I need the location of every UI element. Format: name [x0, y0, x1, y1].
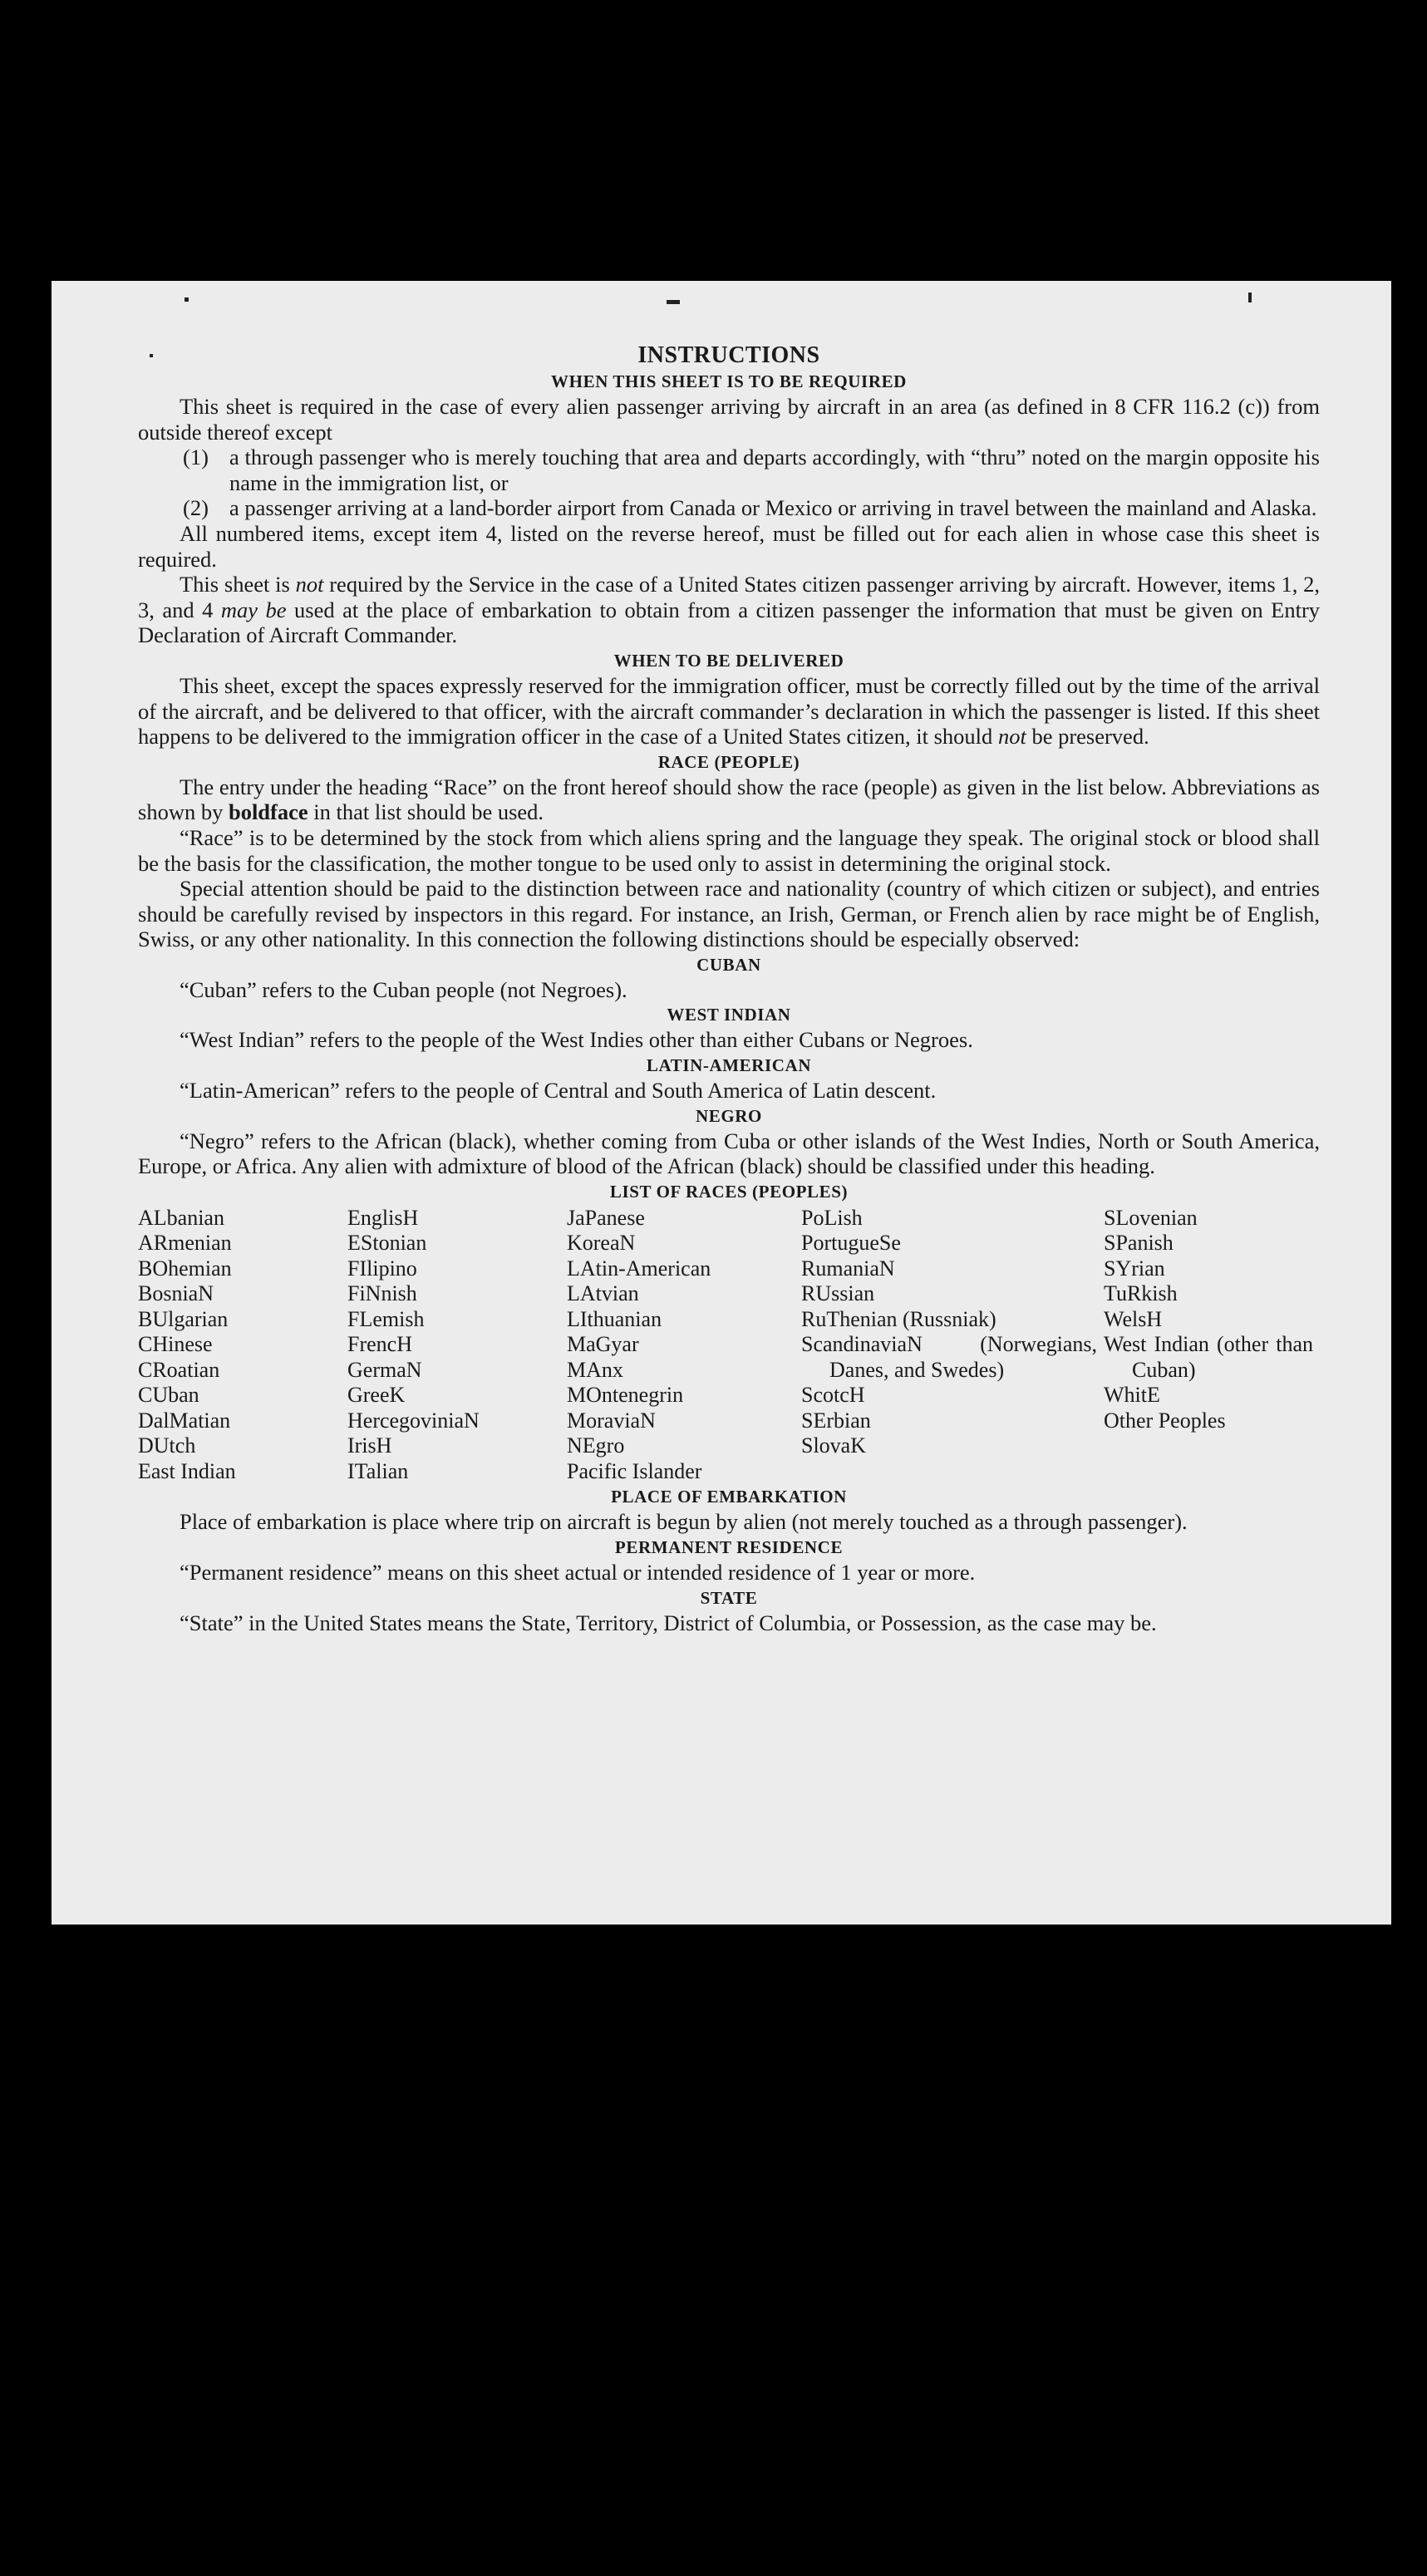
race-entry: NEgro [567, 1433, 625, 1458]
para-delivered [138, 673, 1320, 750]
text-run: The entry under the heading “Race” on the front hereof should show the race (people) as given in the list below. Abbreviations as shown by [138, 774, 1320, 825]
para-race-2: “Race” is to be determined by the stock from which aliens spring and the language they speak. The original stock or blood shall be the basis for the classification, the mother tongue to be used only to assist in determining the original stock. [138, 824, 1320, 876]
para-required-intro: This sheet is required in the case of every alien passenger arriving by aircraft in an area (as defined in 8 CFR 116.2 (c)) from outside thereof except [138, 394, 1320, 445]
races-column-3 [567, 1206, 801, 1485]
race-entry: SLovenian [1104, 1205, 1198, 1230]
exception-item [138, 495, 1320, 521]
para-negro: “Negro” refers to the African (black), whether coming from Cuba or other islands of the West Indies, North or South America, Europe, or Africa. Any alien with admixture of blood of the African (black) should be classified under this heading. [138, 1128, 1320, 1179]
bold-term: boldface [228, 799, 308, 825]
race-entry: KoreaN [567, 1231, 636, 1256]
race-entry: ScandinaviaN (Norwegians, Danes, and Swedes) [801, 1332, 1097, 1382]
scan-speck [1248, 293, 1252, 302]
para-state: “State” in the United States means the State, Territory, District of Columbia, or Possession, as the case may be. [180, 1610, 1157, 1635]
race-entry: PoLish [801, 1205, 863, 1230]
race-entry: MoraviaN [567, 1408, 656, 1433]
race-entry: WhitE [1104, 1383, 1160, 1408]
race-entry: ScotcH [801, 1383, 865, 1408]
race-entry: HercegoviniaN [347, 1408, 480, 1433]
heading-latin-american: LATIN-AMERICAN [646, 1055, 812, 1076]
heading-when-required: WHEN THIS SHEET IS TO BE REQUIRED [551, 371, 907, 391]
para-numbered-items: All numbered items, except item 4, listed on the reverse hereof, must be filled out for each alien in whose case this sheet is required. [138, 520, 1320, 572]
race-entry: EnglisH [347, 1205, 419, 1230]
races-column-1 [138, 1206, 347, 1485]
item-text: a through passenger who is merely touching that area and departs accordingly, with “thru” noted on the margin opposite his name in the immigration list, or [229, 445, 1320, 495]
race-entry: EStonian [347, 1231, 427, 1256]
race-entry: ITalian [347, 1458, 409, 1483]
race-entry: ALbanian [138, 1205, 224, 1230]
race-entry: FLemish [347, 1306, 425, 1331]
text-run: required by the Service in the case of a United States citizen passenger arriving by aircraft. However, items 1, 2, 3, and 4 [138, 572, 1320, 622]
para-citizen [138, 572, 1320, 648]
races-column-4 [801, 1206, 1104, 1485]
heading-embarkation: PLACE OF EMBARKATION [611, 1487, 847, 1507]
heading-residence: PERMANENT RESIDENCE [614, 1536, 844, 1557]
emphasis: may be [220, 597, 287, 622]
races-column-2 [347, 1206, 567, 1485]
race-entry: LAtin-American [567, 1256, 711, 1281]
heading-races-list: LIST OF RACES (PEOPLES) [609, 1181, 849, 1202]
race-entry: GermaN [347, 1357, 422, 1382]
scan-speck [185, 297, 189, 302]
race-entry: JaPanese [567, 1205, 645, 1230]
race-entry: FrencH [347, 1332, 412, 1357]
page-title: INSTRUCTIONS [637, 342, 820, 368]
race-entry: RumaniaN [801, 1256, 895, 1281]
race-entry: DalMatian [138, 1408, 231, 1433]
scan-speck [667, 300, 680, 304]
race-entry: SErbian [801, 1408, 871, 1433]
race-entry: LIthuanian [567, 1306, 662, 1331]
race-entry: West Indian (other than Cuban) [1104, 1332, 1313, 1382]
race-entry: MaGyar [567, 1332, 639, 1357]
race-entry: FIlipino [347, 1256, 417, 1281]
race-entry: RUssian [801, 1281, 875, 1306]
race-entry: MAnx [567, 1357, 623, 1382]
race-entry: BUlgarian [138, 1306, 229, 1331]
race-entry: MOntenegrin [567, 1383, 684, 1408]
emphasis: not [295, 572, 324, 597]
text-run: This sheet, except the spaces expressly reserved for the immigration officer, must be correctly filled out by the time of the arrival of the aircraft, and be delivered to that officer, with the aircraft commander’s declaration in which the passenger is listed. If this sheet happens to be delivered to the immigration officer in the case of a United States citizen, it should [138, 672, 1320, 750]
para-cuban: “Cuban” refers to the Cuban people (not Negroes). [180, 976, 627, 1002]
race-entry: East Indian [138, 1458, 236, 1483]
heading-negro: NEGRO [695, 1105, 762, 1126]
race-entry: IrisH [347, 1433, 392, 1458]
race-entry: ARmenian [138, 1231, 232, 1256]
exception-item [138, 445, 1320, 495]
heading-cuban: CUBAN [696, 954, 761, 975]
text-run: in that list should be used. [313, 799, 544, 825]
races-column-5 [1104, 1206, 1320, 1485]
race-entry: RuThenian (Russniak) [801, 1306, 996, 1331]
race-entry: Pacific Islander [567, 1458, 702, 1483]
para-west-indian: “West Indian” refers to the people of the West Indies other than either Cubans or Negroes. [180, 1027, 973, 1053]
race-entry: BosniaN [138, 1281, 214, 1306]
item-text: a passenger arriving at a land-border airport from Canada or Mexico or arriving in travel between the mainland and Alaska. [229, 495, 1317, 521]
race-entry: LAtvian [567, 1281, 639, 1306]
exception-list [138, 445, 1320, 521]
para-latin-american: “Latin-American” refers to the people of Central and South America of Latin descent. [180, 1078, 937, 1104]
heading-race: RACE (PEOPLE) [657, 751, 800, 772]
races-table [138, 1206, 1320, 1485]
heading-when-delivered: WHEN TO BE DELIVERED [613, 650, 844, 671]
race-entry: TuRkish [1104, 1281, 1178, 1306]
text-run: used at the place of embarkation to obtain from a citizen passenger the information that must be given on Entry Declaration of Aircraft Commander. [138, 597, 1321, 648]
item-number: (2) [183, 495, 209, 521]
heading-west-indian: WEST INDIAN [667, 1005, 791, 1025]
text-run: This sheet is [180, 572, 290, 597]
race-entry: SlovaK [801, 1433, 866, 1458]
race-entry: PortugueSe [801, 1231, 901, 1256]
race-entry: SPanish [1104, 1231, 1174, 1256]
race-entry: DUtch [138, 1433, 196, 1458]
para-embarkation: Place of embarkation is place where trip on aircraft is begun by alien (not merely touched as a through passenger). [180, 1509, 1188, 1535]
race-entry: SYrian [1104, 1256, 1165, 1281]
race-entry: CUban [138, 1383, 199, 1408]
race-entry: BOhemian [138, 1256, 232, 1281]
text-run: be preserved. [1031, 724, 1149, 750]
emphasis: not [997, 724, 1026, 750]
race-entry: CRoatian [138, 1357, 220, 1382]
para-race-1 [138, 774, 1320, 825]
race-entry: FiNnish [347, 1281, 417, 1306]
race-entry: WelsH [1104, 1306, 1163, 1331]
heading-state: STATE [700, 1587, 758, 1608]
race-entry: GreeK [347, 1383, 406, 1408]
document-page [52, 281, 1391, 1925]
scan-speck [150, 354, 153, 357]
race-entry: Other Peoples [1104, 1408, 1226, 1433]
para-residence: “Permanent residence” means on this sheet actual or intended residence of 1 year or more. [180, 1559, 976, 1585]
item-number: (1) [183, 445, 209, 470]
race-entry: CHinese [138, 1332, 213, 1357]
para-race-3: Special attention should be paid to the distinction between race and nationality (country of which citizen or subject), and entries should be carefully revised by inspectors in this regard. For instance, an Irish, German, or French alien by race might be of English, Swiss, or any other nationality. In this connection the following distinctions should be especially observed: [138, 876, 1320, 952]
